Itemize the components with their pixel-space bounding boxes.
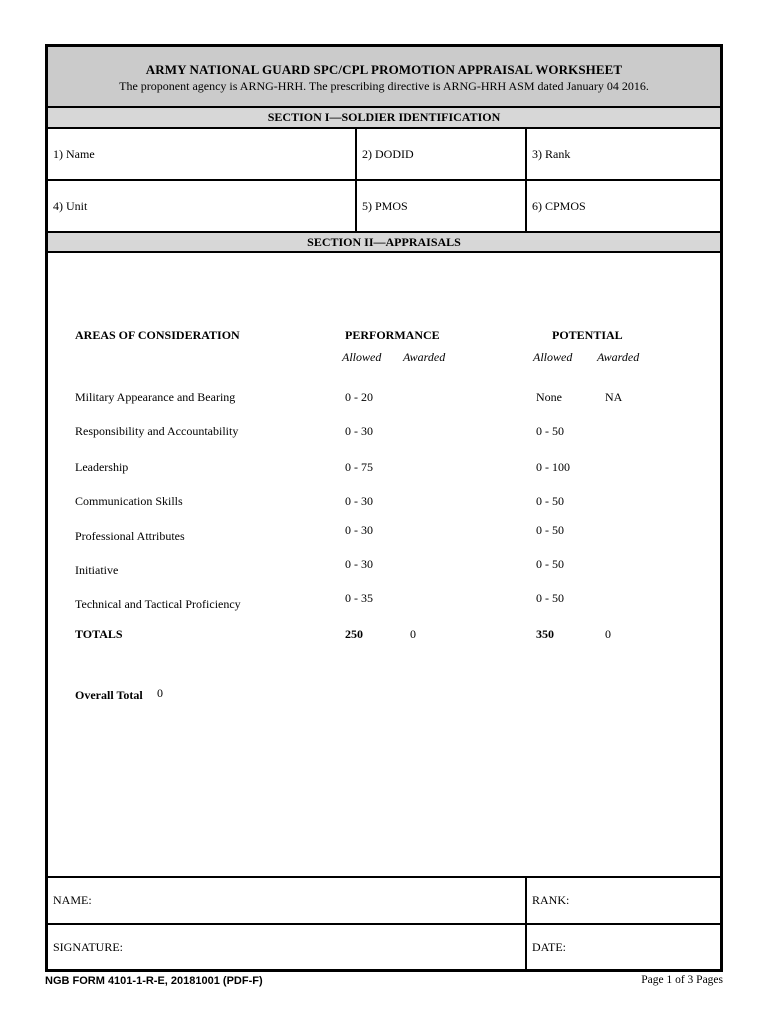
dodid-field-label: 2) DODID <box>362 146 414 161</box>
area-label: Leadership <box>75 460 129 474</box>
pot-allowed-value: 0 - 50 <box>536 494 564 508</box>
perf-allowed-total: 250 <box>345 627 363 641</box>
signature-row-1 <box>48 878 720 925</box>
cpmos-field-cell[interactable] <box>525 181 720 231</box>
signer-rank-label: RANK: <box>532 893 570 907</box>
signer-name-cell[interactable] <box>48 878 525 923</box>
perf-allowed-value: 0 - 30 <box>345 494 373 508</box>
area-label: Initiative <box>75 563 119 577</box>
signer-rank-cell[interactable] <box>525 878 720 923</box>
pot-awarded-value: NA <box>605 390 623 404</box>
potential-awarded-label: Awarded <box>597 350 640 364</box>
performance-header: PERFORMANCE <box>345 328 440 342</box>
unit-field-label: 4) Unit <box>53 198 88 213</box>
name-field-cell[interactable] <box>48 129 355 179</box>
appraisal-row <box>48 460 720 478</box>
area-label: Communication Skills <box>75 494 183 508</box>
rank-field-label: 3) Rank <box>532 146 571 161</box>
potential-header: POTENTIAL <box>552 328 623 342</box>
perf-allowed-value: 0 - 75 <box>345 460 373 474</box>
identification-row-1 <box>48 129 720 181</box>
overall-total-label: Overall Total <box>75 688 143 702</box>
area-label: Professional Attributes <box>75 529 185 543</box>
pmos-field-cell[interactable] <box>355 181 525 231</box>
date-cell[interactable] <box>525 925 720 969</box>
pot-allowed-value: 0 - 50 <box>536 591 564 605</box>
perf-allowed-value: 0 - 20 <box>345 390 373 404</box>
dodid-field-cell[interactable] <box>355 129 525 179</box>
signature-label: SIGNATURE: <box>53 939 124 954</box>
areas-of-consideration-header: AREAS OF CONSIDERATION <box>75 328 240 342</box>
cpmos-field-label: 6) CPMOS <box>532 198 586 213</box>
pot-allowed-value: 0 - 50 <box>536 523 564 537</box>
identification-row-2 <box>48 181 720 233</box>
perf-awarded-total: 0 <box>410 627 416 641</box>
appraisal-row <box>48 523 720 541</box>
overall-total-row <box>48 688 720 706</box>
pot-allowed-value: 0 - 50 <box>536 424 564 438</box>
appraisal-row <box>48 557 720 575</box>
form-header <box>48 47 720 108</box>
area-label: Technical and Tactical Proficiency <box>75 597 241 611</box>
section2-header: SECTION II—APPRAISALS <box>48 233 720 253</box>
form-title: ARMY NATIONAL GUARD SPC/CPL PROMOTION APPRAISAL WORKSHEET <box>145 61 623 77</box>
appraisal-row <box>48 390 720 408</box>
signer-name-label: NAME: <box>53 893 92 907</box>
rank-field-cell[interactable] <box>525 129 720 179</box>
pot-allowed-value: 0 - 100 <box>536 460 570 474</box>
perf-allowed-value: 0 - 35 <box>345 591 373 605</box>
form-subtitle: The proponent agency is ARNG-HRH. The prescribing directive is ARNG-HRH ASM dated January 04 2016. <box>119 78 649 93</box>
pot-allowed-total: 350 <box>536 627 554 641</box>
performance-allowed-label: Allowed <box>342 350 382 364</box>
appraisal-row <box>48 591 720 609</box>
appraisal-row <box>48 494 720 512</box>
date-label: DATE: <box>532 939 566 954</box>
appraisals-area <box>48 253 720 878</box>
promotion-appraisal-worksheet <box>45 44 723 972</box>
area-label: Responsibility and Accountability <box>75 424 239 438</box>
performance-awarded-label: Awarded <box>403 350 446 364</box>
perf-allowed-value: 0 - 30 <box>345 523 373 537</box>
page-indicator: Page 1 of 3 Pages <box>641 974 723 986</box>
perf-allowed-value: 0 - 30 <box>345 424 373 438</box>
section1-header: SECTION I—SOLDIER IDENTIFICATION <box>48 108 720 129</box>
signature-row-2 <box>48 925 720 969</box>
potential-allowed-label: Allowed <box>533 350 573 364</box>
unit-field-cell[interactable] <box>48 181 355 231</box>
pot-awarded-total: 0 <box>605 627 611 641</box>
pmos-field-label: 5) PMOS <box>362 198 408 213</box>
pot-allowed-value: None <box>536 390 562 404</box>
pot-allowed-value: 0 - 50 <box>536 557 564 571</box>
perf-allowed-value: 0 - 30 <box>345 557 373 571</box>
name-field-label: 1) Name <box>53 146 95 161</box>
appraisal-row <box>48 424 720 442</box>
overall-total-value: 0 <box>157 686 163 700</box>
totals-row <box>48 627 720 645</box>
area-label: Military Appearance and Bearing <box>75 390 236 404</box>
signature-cell[interactable] <box>48 925 525 969</box>
totals-label: TOTALS <box>75 627 123 641</box>
form-number: NGB FORM 4101-1-R-E, 20181001 (PDF-F) <box>45 975 263 987</box>
